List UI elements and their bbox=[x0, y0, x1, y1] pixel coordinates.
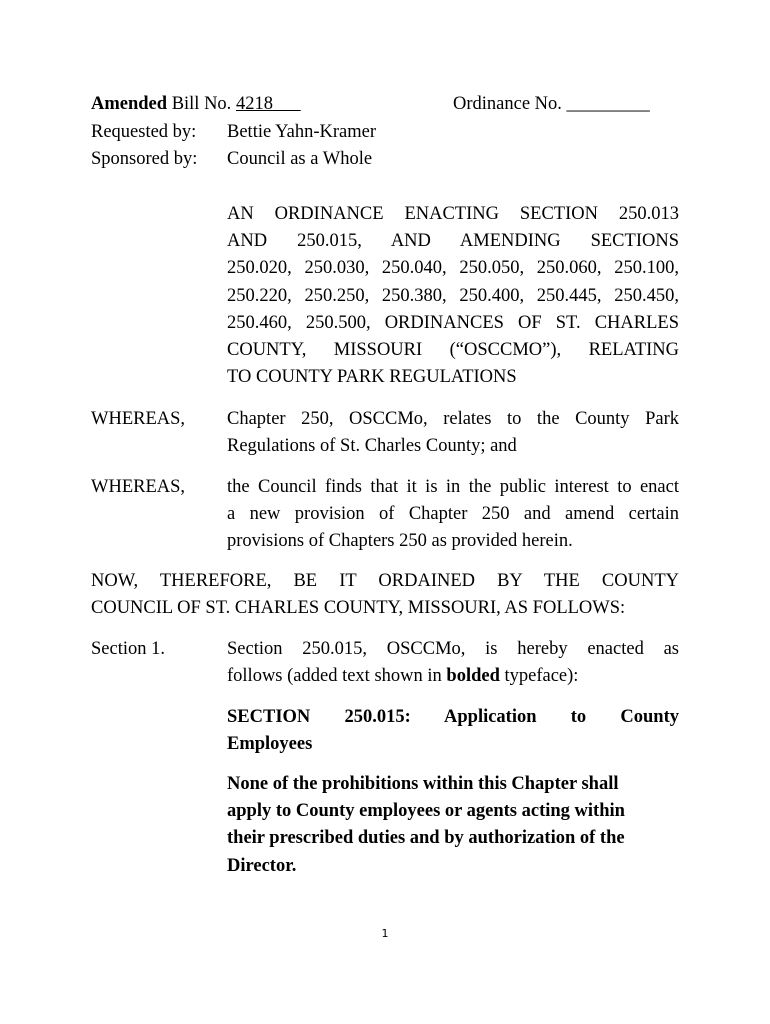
ordinance-label: Ordinance No. bbox=[453, 94, 562, 114]
section-line-text: typeface): bbox=[499, 666, 579, 687]
body-line: Director. bbox=[227, 855, 297, 876]
title-line: 250.460, 250.500, ORDINANCES OF ST. CHARLES bbox=[227, 312, 679, 333]
title-line: 250.220, 250.250, 250.380, 250.400, 250.445, 250.450, bbox=[227, 285, 679, 306]
sponsored-value: Council as a Whole bbox=[227, 149, 373, 169]
whereas-line: a new provision of Chapter 250 and amend certain bbox=[227, 504, 679, 525]
whereas-line: Chapter 250, OSCCMo, relates to the County Park bbox=[227, 409, 679, 429]
amended-label: Amended bbox=[91, 94, 168, 114]
page-number: 1 bbox=[381, 927, 389, 940]
ordinance-blank: _________ bbox=[566, 94, 650, 114]
section-body bbox=[227, 771, 679, 880]
now-therefore-line: NOW, THEREFORE, BE IT ORDAINED BY THE COUNTY bbox=[91, 571, 679, 591]
bill-number-blank bbox=[273, 94, 301, 114]
title-line: TO COUNTY PARK REGULATIONS bbox=[227, 367, 517, 388]
whereas-line: provisions of Chapters 250 as provided herein. bbox=[227, 531, 573, 552]
requested-value: Bettie Yahn-Kramer bbox=[227, 122, 376, 142]
bill-label: Bill No. bbox=[171, 94, 232, 114]
whereas-clause-1 bbox=[227, 406, 679, 460]
now-therefore-clause bbox=[91, 568, 679, 622]
bolded-word: bolded bbox=[446, 666, 500, 687]
whereas-line: the Council finds that it is in the public interest to enact bbox=[227, 477, 679, 497]
whereas-line: Regulations of St. Charles County; and bbox=[227, 436, 517, 457]
body-line: their prescribed duties and by authorization of the bbox=[227, 828, 625, 849]
whereas-label: WHEREAS, bbox=[91, 477, 186, 497]
section-line: Section 250.015, OSCCMo, is hereby enacted as bbox=[227, 639, 679, 659]
bill-number bbox=[236, 94, 301, 114]
section-heading bbox=[227, 704, 679, 758]
section-label: Section 1. bbox=[91, 639, 165, 659]
heading-line: Employees bbox=[227, 734, 313, 755]
bill-line bbox=[91, 91, 301, 118]
title-line: AND 250.015, AND AMENDING SECTIONS bbox=[227, 231, 679, 252]
whereas-label: WHEREAS, bbox=[91, 409, 186, 429]
section-line-text: follows (added text shown in bbox=[227, 666, 447, 687]
ordinance-title bbox=[227, 201, 679, 391]
ordinance-line bbox=[453, 91, 650, 118]
title-line: 250.020, 250.030, 250.040, 250.050, 250.060, 250.100, bbox=[227, 258, 679, 279]
section-line-2 bbox=[227, 663, 679, 690]
sponsored-label: Sponsored by: bbox=[91, 149, 198, 169]
now-therefore-line: COUNCIL OF ST. CHARLES COUNTY, MISSOURI, AS FOLLOWS: bbox=[91, 598, 626, 619]
body-line: apply to County employees or agents acting within bbox=[227, 801, 625, 822]
title-line: AN ORDINANCE ENACTING SECTION 250.013 bbox=[227, 204, 679, 224]
section-1-text bbox=[227, 636, 679, 690]
bill-number-value: 4218 bbox=[235, 94, 273, 114]
whereas-clause-2 bbox=[227, 474, 679, 556]
requested-label: Requested by: bbox=[91, 122, 197, 142]
body-line: None of the prohibitions within this Chapter shall bbox=[227, 774, 619, 794]
title-line: COUNTY, MISSOURI (“OSCCMO”), RELATING bbox=[227, 339, 679, 360]
heading-line: SECTION 250.015: Application to County bbox=[227, 707, 679, 727]
